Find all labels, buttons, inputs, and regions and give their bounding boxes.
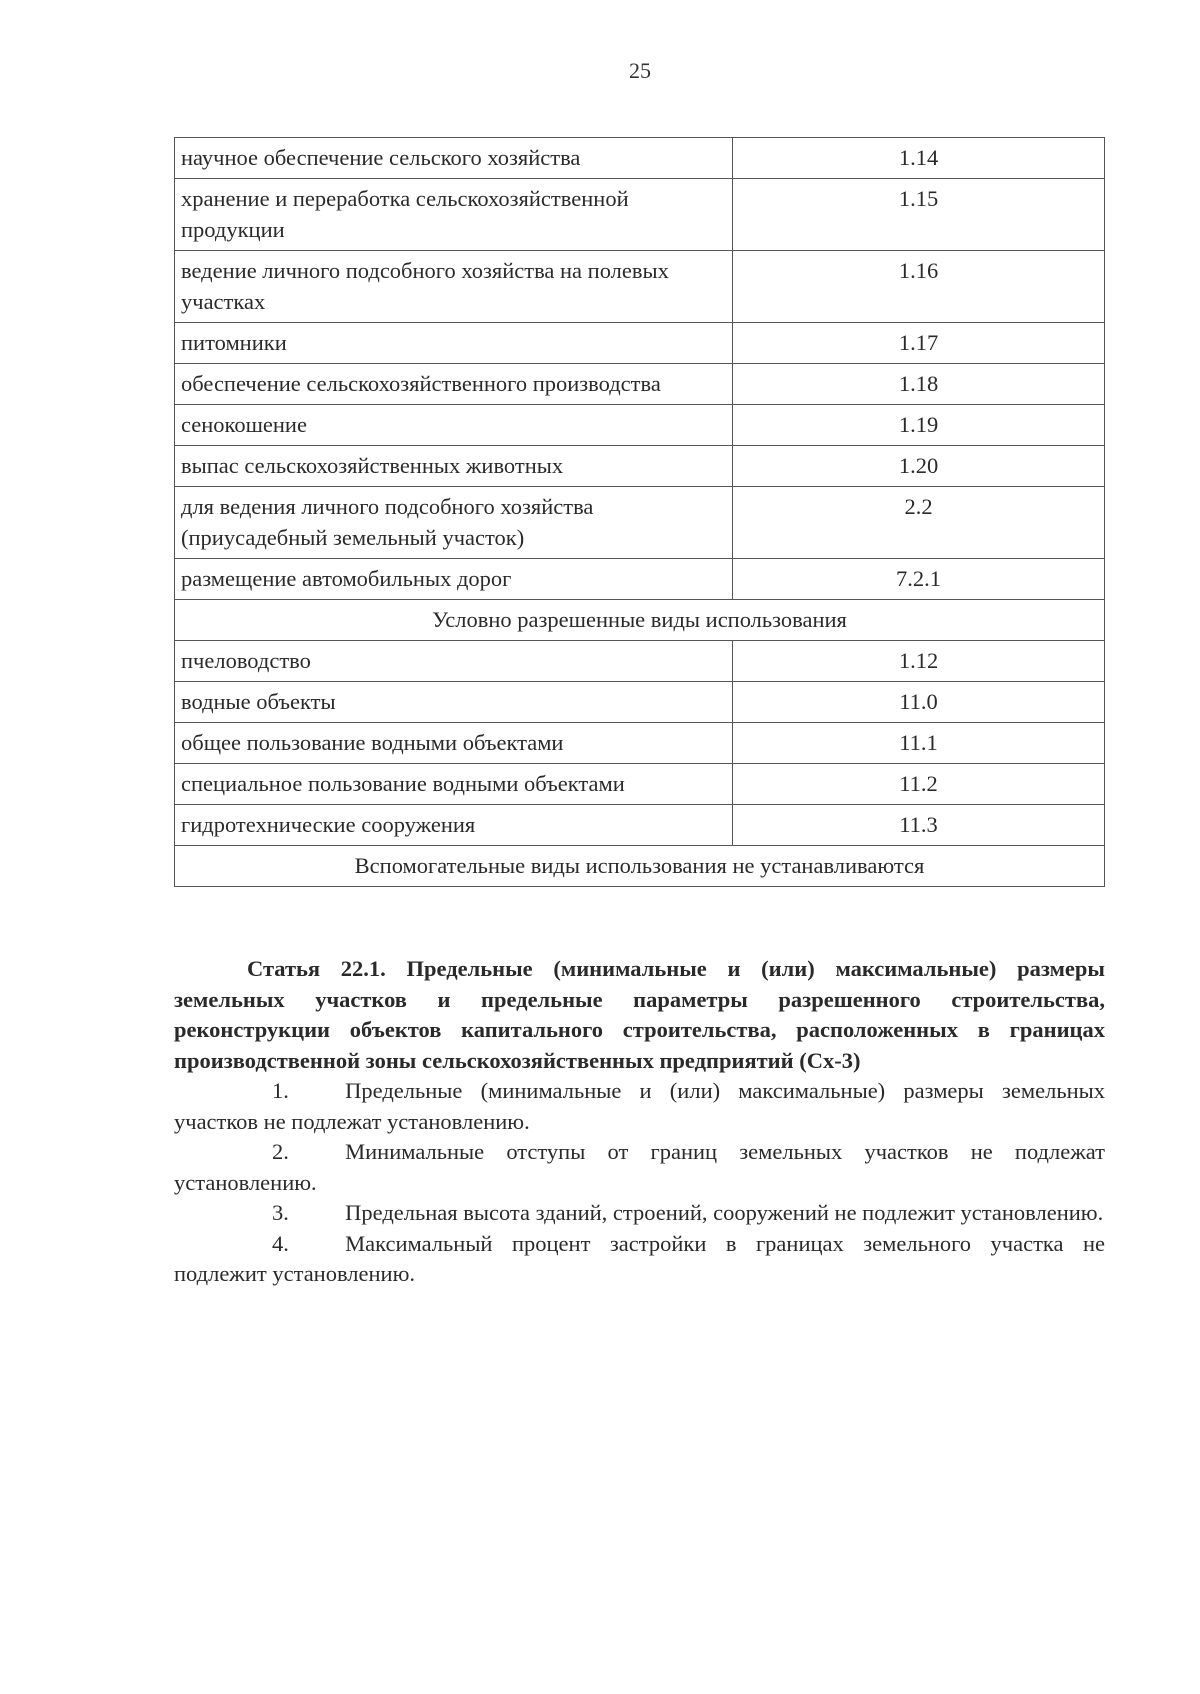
table-row (175, 138, 1105, 179)
section-row-conditional (175, 600, 1105, 641)
use-name: общее пользование водными объектами (175, 723, 733, 764)
use-code: 1.16 (733, 251, 1105, 323)
table-row (175, 446, 1105, 487)
use-code: 1.12 (733, 641, 1105, 682)
table-row (175, 723, 1105, 764)
table-row (175, 179, 1105, 251)
item-text: Максимальный процент застройки в границах земельного участка не подлежит установлению. (174, 1230, 1105, 1286)
table-row (175, 764, 1105, 805)
use-code: 1.20 (733, 446, 1105, 487)
use-name: научное обеспечение сельского хозяйства (175, 138, 733, 179)
table-row (175, 805, 1105, 846)
use-name: питомники (175, 323, 733, 364)
article-item (174, 1076, 1105, 1137)
item-number: 4. (272, 1230, 289, 1256)
use-name: обеспечение сельскохозяйственного производства (175, 364, 733, 405)
item-text: Минимальные отступы от границ земельных участков не подлежат установлению. (174, 1139, 1105, 1195)
item-text: Предельные (минимальные и (или) максимальные) размеры земельных участков не подлежат установлению. (174, 1078, 1105, 1134)
use-code: 11.3 (733, 805, 1105, 846)
item-number: 2. (272, 1139, 289, 1164)
section-row-auxiliary (175, 846, 1105, 887)
article-22-1 (174, 954, 1105, 1290)
table-row (175, 405, 1105, 446)
use-code: 2.2 (733, 487, 1105, 559)
article-item (174, 1198, 1105, 1229)
land-use-table-body (175, 138, 1105, 887)
page-number: 25 (629, 58, 651, 83)
use-code: 7.2.1 (733, 559, 1105, 600)
use-name: ведение личного подсобного хозяйства на полевых участках (175, 251, 733, 323)
item-number: 3. (272, 1200, 289, 1225)
use-code: 1.19 (733, 405, 1105, 446)
article-item (174, 1137, 1105, 1198)
use-name: размещение автомобильных дорог (175, 559, 733, 600)
table-row (175, 682, 1105, 723)
table-row (175, 487, 1105, 559)
use-code: 1.18 (733, 364, 1105, 405)
section-heading-conditional: Условно разрешенные виды использования (175, 600, 1105, 641)
use-name: водные объекты (175, 682, 733, 723)
table-row (175, 641, 1105, 682)
table-row (175, 364, 1105, 405)
use-code: 1.17 (733, 323, 1105, 364)
use-name: для ведения личного подсобного хозяйства (приусадебный земельный участок) (175, 487, 733, 559)
land-use-table (174, 137, 1105, 887)
use-code: 11.1 (733, 723, 1105, 764)
use-name: гидротехнические сооружения (175, 805, 733, 846)
use-code: 11.2 (733, 764, 1105, 805)
use-code: 11.0 (733, 682, 1105, 723)
table-row (175, 251, 1105, 323)
table-row (175, 559, 1105, 600)
table-row (175, 323, 1105, 364)
use-name: пчеловодство (175, 641, 733, 682)
use-name: хранение и переработка сельскохозяйственной продукции (175, 179, 733, 251)
item-text: Предельная высота зданий, строений, сооружений не подлежит установлению. (345, 1200, 1104, 1225)
use-name: специальное пользование водными объектами (175, 764, 733, 805)
section-heading-auxiliary: Вспомогательные виды использования не устанавливаются (175, 846, 1105, 887)
use-name: сенокошение (175, 405, 733, 446)
use-name: выпас сельскохозяйственных животных (175, 446, 733, 487)
item-number: 1. (272, 1078, 289, 1103)
use-code: 1.15 (733, 179, 1105, 251)
article-item (174, 1229, 1105, 1290)
article-heading: Статья 22.1. Предельные (минимальные и (или) максимальные) размеры земельных участков и предельные параметры разрешенного строительства, реконструкции объектов капитального строительства, расположенных в границах производственной зоны сельскохозяйственных предприятий (Сх-3) (174, 956, 1105, 1073)
use-code: 1.14 (733, 138, 1105, 179)
